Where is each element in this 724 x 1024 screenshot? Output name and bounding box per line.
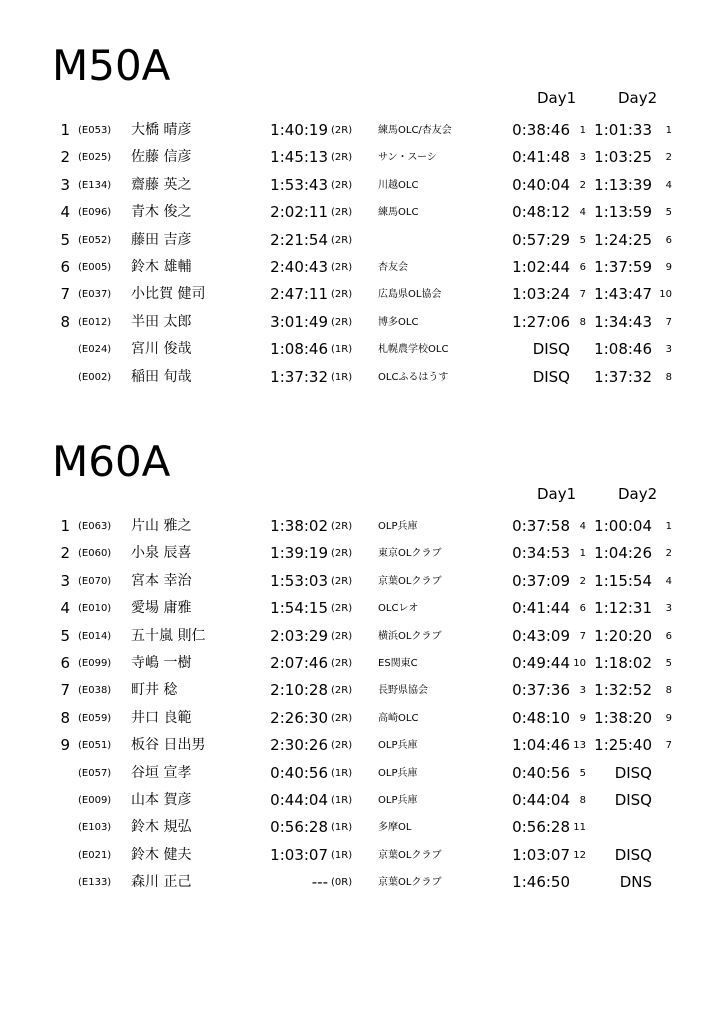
day1-rank: 8: [579, 316, 586, 328]
bib-number: (E059): [78, 712, 112, 724]
rank-cell: 5: [60, 230, 70, 249]
day2-rank: 2: [665, 548, 672, 560]
athlete-name: 宮川 俊哉: [131, 341, 192, 358]
day2-rank: 6: [665, 630, 672, 642]
total-time: 1:40:19: [270, 121, 328, 139]
day2-time: 1:08:46: [594, 340, 652, 359]
day1-time: 0:49:44: [512, 654, 570, 672]
day2-time: DISQ: [614, 763, 652, 782]
athlete-name: 小泉 辰喜: [131, 545, 192, 562]
day2-rank: 7: [665, 316, 672, 328]
athlete-name: 片山 雅之: [131, 518, 192, 534]
table-row: [0, 199, 724, 226]
day2-rank: 6: [665, 234, 672, 246]
day1-time: 1:27:06: [512, 312, 570, 331]
club-name: 川越OLC: [378, 179, 419, 191]
day1-time: 0:40:56: [512, 763, 570, 782]
day1-rank: 2: [579, 575, 586, 587]
total-time: ---: [311, 873, 328, 892]
club-name: OLCふるはうす: [378, 371, 449, 383]
day2-rank: 3: [665, 603, 672, 615]
day1-rank: 3: [579, 685, 586, 697]
day1-time: 0:41:44: [512, 599, 570, 618]
table-row: [0, 117, 724, 144]
runs-count: (2R): [331, 207, 353, 219]
day1-time: 1:02:44: [512, 258, 570, 276]
section-title: M50A: [52, 41, 171, 90]
bib-number: (E005): [78, 262, 112, 273]
day1-time: DISQ: [532, 367, 570, 386]
day1-time: 0:57:29: [512, 230, 570, 249]
total-time: 1:53:03: [270, 571, 328, 590]
day1-rank: 12: [573, 849, 586, 861]
bib-number: (E057): [78, 767, 112, 779]
club-name: ES関東C: [378, 658, 418, 669]
club-name: 練馬OLC/杏友会: [378, 125, 452, 136]
rank-cell: 3: [60, 175, 70, 194]
runs-count: (1R): [331, 795, 353, 806]
athlete-name: 稲田 旬哉: [131, 368, 192, 385]
day2-header: Day2: [618, 89, 658, 107]
day1-rank: 7: [579, 630, 586, 642]
day2-time: 1:00:04: [594, 517, 652, 535]
club-name: 杏友会: [378, 262, 408, 273]
day1-time: 0:48:10: [512, 708, 570, 727]
runs-count: (2R): [331, 575, 353, 587]
bib-number: (E096): [78, 207, 112, 219]
rank-cell: 5: [60, 626, 70, 645]
day1-rank: 9: [579, 712, 586, 724]
total-time: 2:07:46: [270, 654, 328, 672]
bib-number: (E053): [78, 125, 112, 136]
day2-time: 1:18:02: [594, 654, 652, 672]
athlete-name: 寺嶋 一樹: [131, 655, 192, 671]
rank-cell: 4: [60, 599, 70, 618]
day2-rank: 10: [659, 289, 672, 301]
total-time: 2:40:43: [270, 258, 328, 276]
table-row: [0, 650, 724, 677]
total-time: 1:03:07: [270, 845, 328, 864]
day2-time: DISQ: [614, 845, 652, 864]
bib-number: (E133): [78, 877, 112, 889]
day2-rank: 4: [665, 575, 672, 587]
runs-count: (1R): [331, 849, 353, 861]
table-row: [0, 540, 724, 567]
day2-header: Day2: [618, 485, 658, 503]
club-name: 多摩OL: [378, 822, 412, 834]
day1-rank: 10: [573, 658, 586, 669]
table-row: [0, 869, 724, 896]
athlete-name: 山本 賀彦: [131, 792, 192, 808]
day2-rank: 7: [665, 740, 672, 752]
total-time: 1:38:02: [270, 517, 328, 535]
runs-count: (1R): [331, 371, 353, 383]
bib-number: (E024): [78, 344, 112, 356]
rank-cell: 6: [60, 258, 70, 276]
day1-rank: 11: [573, 822, 586, 834]
runs-count: (1R): [331, 822, 353, 834]
club-name: 博多OLC: [378, 316, 419, 328]
table-row: [0, 760, 724, 787]
table-row: [0, 172, 724, 199]
total-time: 2:10:28: [270, 681, 328, 700]
day2-rank: 2: [665, 152, 672, 164]
day1-rank: 4: [579, 521, 586, 532]
bib-number: (E021): [78, 849, 112, 861]
table-row: [0, 281, 724, 308]
runs-count: (2R): [331, 316, 353, 328]
athlete-name: 齋藤 英之: [131, 176, 192, 193]
bib-number: (E099): [78, 658, 112, 669]
athlete-name: 井口 良範: [131, 709, 192, 726]
day2-rank: 1: [665, 125, 672, 136]
runs-count: (2R): [331, 152, 353, 164]
bib-number: (E025): [78, 152, 112, 164]
day1-time: 0:56:28: [512, 818, 570, 837]
rank-cell: 1: [60, 121, 70, 139]
rank-cell: 9: [60, 736, 70, 755]
day1-time: 0:43:09: [512, 626, 570, 645]
day1-time: 0:37:09: [512, 571, 570, 590]
table-row: [0, 144, 724, 171]
day1-rank: 5: [579, 767, 586, 779]
table-row: [0, 623, 724, 650]
day2-rank: 5: [665, 207, 672, 219]
rank-cell: 8: [60, 708, 70, 727]
rank-cell: 7: [60, 285, 70, 304]
day2-rank: 8: [665, 371, 672, 383]
total-time: 2:21:54: [270, 230, 328, 249]
club-name: OLCレオ: [378, 603, 419, 615]
day2-rank: 9: [665, 712, 672, 724]
runs-count: (2R): [331, 712, 353, 724]
table-row: [0, 814, 724, 841]
total-time: 1:53:43: [270, 175, 328, 194]
athlete-name: 鈴木 雄輔: [131, 259, 192, 275]
club-name: OLP兵庫: [378, 521, 418, 532]
table-row: [0, 677, 724, 704]
runs-count: (0R): [331, 877, 353, 889]
table-row: [0, 309, 724, 336]
club-name: 京葉OLクラブ: [378, 877, 442, 889]
total-time: 1:45:13: [270, 148, 328, 167]
runs-count: (2R): [331, 740, 353, 752]
bib-number: (E134): [78, 179, 112, 191]
rank-cell: 2: [60, 544, 70, 563]
club-name: 横浜OLクラブ: [378, 630, 442, 642]
day1-time: 0:34:53: [512, 544, 570, 563]
table-row: [0, 732, 724, 759]
club-name: 京葉OLクラブ: [378, 575, 442, 587]
rank-cell: 2: [60, 148, 70, 167]
club-name: 東京OLクラブ: [378, 548, 442, 560]
club-name: 高崎OLC: [378, 712, 419, 724]
athlete-name: 半田 太郎: [131, 313, 192, 330]
bib-number: (E060): [78, 548, 112, 560]
day1-time: 0:41:48: [512, 148, 570, 167]
total-time: 2:30:26: [270, 736, 328, 755]
section-title: M60A: [52, 437, 171, 486]
athlete-name: 青木 俊之: [131, 204, 192, 221]
total-time: 2:03:29: [270, 626, 328, 645]
rank-cell: 3: [60, 571, 70, 590]
rank-cell: 4: [60, 203, 70, 222]
runs-count: (1R): [331, 344, 353, 356]
day2-time: 1:20:20: [594, 626, 652, 645]
day2-time: 1:13:59: [594, 203, 652, 222]
day1-rank: 6: [579, 262, 586, 273]
club-name: 京葉OLクラブ: [378, 849, 442, 861]
day1-time: 0:40:04: [512, 175, 570, 194]
rank-cell: 6: [60, 654, 70, 672]
athlete-name: 鈴木 健夫: [131, 846, 192, 863]
day1-rank: 1: [579, 548, 586, 560]
day2-time: 1:04:26: [594, 544, 652, 563]
athlete-name: 鈴木 規弘: [131, 819, 192, 836]
total-time: 2:47:11: [270, 285, 328, 304]
day1-rank: 5: [579, 234, 586, 246]
bib-number: (E037): [78, 289, 112, 301]
day1-time: 0:44:04: [512, 791, 570, 809]
rank-cell: 1: [60, 517, 70, 535]
day1-header: Day1: [537, 89, 577, 107]
day1-time: 0:37:36: [512, 681, 570, 700]
day1-time: 0:37:58: [512, 517, 570, 535]
bib-number: (E051): [78, 740, 112, 752]
day2-time: 1:24:25: [594, 230, 652, 249]
day2-rank: 8: [665, 685, 672, 697]
total-time: 1:39:19: [270, 544, 328, 563]
table-row: [0, 336, 724, 363]
day2-time: 1:03:25: [594, 148, 652, 167]
day1-time: 1:03:24: [512, 285, 570, 304]
runs-count: (2R): [331, 125, 353, 136]
club-name: OLP兵庫: [378, 740, 418, 752]
total-time: 1:37:32: [270, 367, 328, 386]
day1-rank: 4: [579, 207, 586, 219]
bib-number: (E038): [78, 685, 112, 697]
day2-time: 1:43:47: [594, 285, 652, 304]
bib-number: (E010): [78, 603, 112, 615]
total-time: 0:56:28: [270, 818, 328, 837]
day1-time: 1:04:46: [512, 736, 570, 755]
total-time: 1:08:46: [270, 340, 328, 359]
club-name: 広島県OL協会: [378, 289, 442, 301]
day2-time: 1:01:33: [594, 121, 652, 139]
bib-number: (E070): [78, 575, 112, 587]
total-time: 2:02:11: [270, 203, 328, 222]
day2-rank: 4: [665, 179, 672, 191]
table-row: [0, 254, 724, 281]
athlete-name: 森川 正己: [131, 874, 192, 891]
bib-number: (E014): [78, 630, 112, 642]
day1-rank: 3: [579, 152, 586, 164]
table-row: [0, 513, 724, 540]
day1-rank: 2: [579, 179, 586, 191]
runs-count: (2R): [331, 289, 353, 301]
runs-count: (2R): [331, 262, 353, 273]
runs-count: (1R): [331, 767, 353, 779]
day1-time: DISQ: [532, 340, 570, 359]
club-name: サン・スーシ: [378, 152, 437, 164]
day2-time: 1:38:20: [594, 708, 652, 727]
athlete-name: 佐藤 信彦: [131, 149, 192, 166]
day1-time: 0:48:12: [512, 203, 570, 222]
day2-time: 1:12:31: [594, 599, 652, 618]
rank-cell: 7: [60, 681, 70, 700]
table-row: [0, 364, 724, 391]
day2-rank: 3: [665, 344, 672, 356]
day1-time: 1:03:07: [512, 845, 570, 864]
bib-number: (E002): [78, 371, 112, 383]
day2-time: 1:25:40: [594, 736, 652, 755]
bib-number: (E103): [78, 822, 112, 834]
club-name: 札幌農学校OLC: [378, 344, 449, 356]
day2-time: DISQ: [614, 791, 652, 809]
day1-rank: 13: [573, 740, 586, 752]
athlete-name: 町井 稔: [131, 682, 178, 699]
runs-count: (2R): [331, 234, 353, 246]
table-row: [0, 787, 724, 814]
total-time: 2:26:30: [270, 708, 328, 727]
runs-count: (2R): [331, 548, 353, 560]
bib-number: (E012): [78, 316, 112, 328]
day1-time: 1:46:50: [512, 873, 570, 892]
table-row: [0, 568, 724, 595]
athlete-name: 愛場 庸雅: [131, 600, 192, 617]
runs-count: (2R): [331, 179, 353, 191]
athlete-name: 小比賀 健司: [131, 286, 206, 303]
total-time: 3:01:49: [270, 312, 328, 331]
club-name: OLP兵庫: [378, 795, 418, 806]
athlete-name: 五十嵐 則仁: [131, 627, 206, 644]
day2-time: 1:37:32: [594, 367, 652, 386]
runs-count: (2R): [331, 521, 353, 532]
day2-time: 1:15:54: [594, 571, 652, 590]
day1-header: Day1: [537, 485, 577, 503]
athlete-name: 宮本 幸治: [131, 572, 192, 589]
day2-time: DNS: [619, 873, 652, 892]
day2-time: 1:34:43: [594, 312, 652, 331]
athlete-name: 大橋 晴彦: [131, 122, 192, 138]
athlete-name: 谷垣 宣孝: [131, 764, 192, 781]
day2-rank: 5: [665, 658, 672, 669]
day1-rank: 8: [579, 795, 586, 806]
runs-count: (2R): [331, 603, 353, 615]
rank-cell: 8: [60, 312, 70, 331]
runs-count: (2R): [331, 630, 353, 642]
total-time: 0:40:56: [270, 763, 328, 782]
day1-time: 0:38:46: [512, 121, 570, 139]
total-time: 1:54:15: [270, 599, 328, 618]
day1-rank: 6: [579, 603, 586, 615]
club-name: OLP兵庫: [378, 767, 418, 779]
day2-time: 1:32:52: [594, 681, 652, 700]
table-row: [0, 842, 724, 869]
day1-rank: 7: [579, 289, 586, 301]
runs-count: (2R): [331, 658, 353, 669]
club-name: 練馬OLC: [378, 207, 419, 219]
total-time: 0:44:04: [270, 791, 328, 809]
bib-number: (E009): [78, 795, 112, 806]
bib-number: (E063): [78, 521, 112, 532]
table-row: [0, 595, 724, 622]
day2-time: 1:13:39: [594, 175, 652, 194]
day2-rank: 1: [665, 521, 672, 532]
day2-time: 1:37:59: [594, 258, 652, 276]
bib-number: (E052): [78, 234, 112, 246]
club-name: 長野県協会: [378, 685, 428, 697]
athlete-name: 板谷 日出男: [131, 737, 206, 754]
runs-count: (2R): [331, 685, 353, 697]
table-row: [0, 705, 724, 732]
day2-rank: 9: [665, 262, 672, 273]
day1-rank: 1: [579, 125, 586, 136]
athlete-name: 藤田 吉彦: [131, 231, 192, 248]
table-row: [0, 227, 724, 254]
